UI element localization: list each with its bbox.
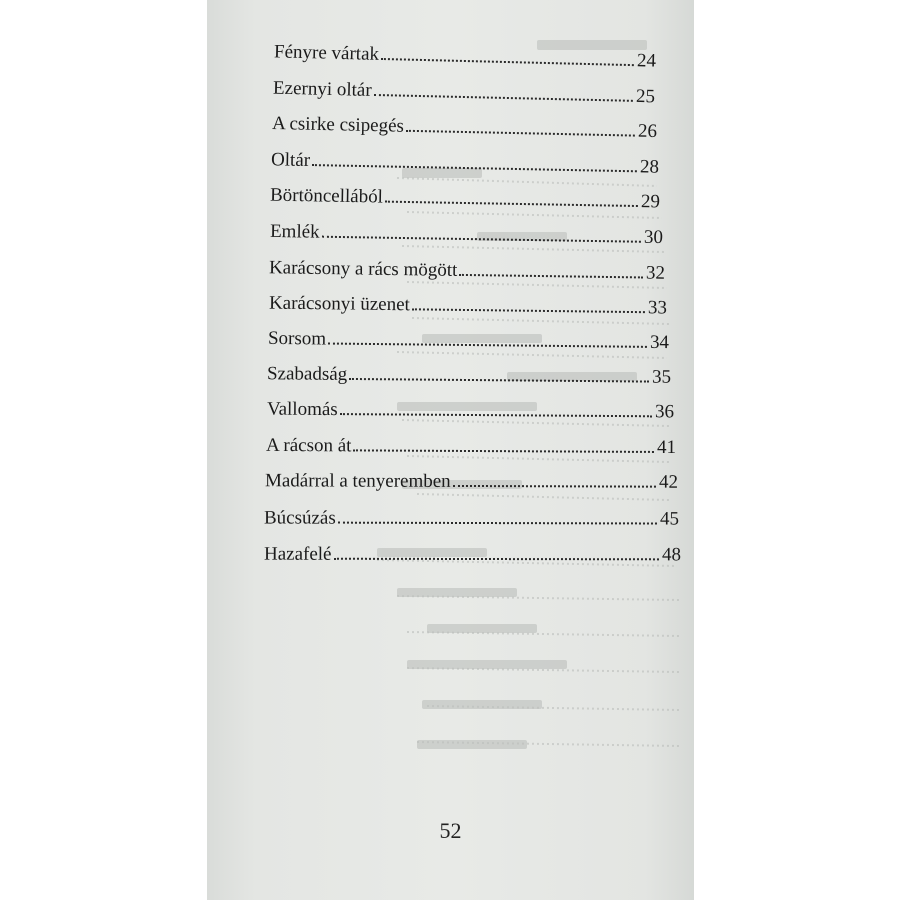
- page-number: 52: [439, 818, 462, 843]
- toc-entry: [272, 113, 657, 143]
- toc-entry: [265, 470, 678, 493]
- toc-dot-leader: [340, 413, 652, 417]
- toc-entry: [273, 78, 655, 109]
- toc-dot-leader: [381, 58, 634, 66]
- toc-dot-leader: [338, 522, 657, 525]
- toc-entry-title: Búcsúzás: [263, 507, 336, 529]
- toc-entry-title: Sorsom: [267, 327, 327, 350]
- toc-entry-page: 30: [643, 226, 664, 249]
- toc-entry-title: Emlék: [269, 220, 320, 243]
- toc-entry-page: 28: [639, 156, 660, 178]
- toc-dot-leader: [459, 274, 643, 279]
- toc-entry-title: A rácson át: [265, 434, 352, 457]
- toc-entry: [268, 328, 669, 354]
- toc-dot-leader: [374, 94, 633, 102]
- toc-dot-leader: [453, 485, 656, 488]
- toc-entry-title: Oltár: [270, 149, 311, 172]
- toc-entry-title: Szabadság: [266, 363, 348, 385]
- toc-dot-leader: [353, 449, 654, 453]
- toc-entry-page: 26: [637, 120, 658, 143]
- toc-entry-page: 36: [654, 401, 675, 423]
- toc-entry-page: 42: [658, 471, 679, 493]
- toc-entry-page: 45: [659, 508, 680, 530]
- toc-entry-page: 25: [635, 85, 656, 108]
- toc-entry-title: Vallomás: [266, 398, 338, 421]
- toc-entry: [264, 507, 679, 530]
- toc-dot-leader: [385, 201, 638, 207]
- toc-entry-title: Karácsonyi üzenet: [268, 292, 410, 316]
- toc-entry-title: Madárral a tenyeremben: [264, 470, 451, 492]
- toc-entry-title: A csirke csipegés: [271, 112, 405, 137]
- toc-entry: [267, 363, 671, 389]
- toc-entry: [270, 185, 660, 214]
- toc-entry: [271, 149, 659, 178]
- toc-dot-leader: [312, 164, 637, 172]
- toc-dot-leader: [333, 558, 659, 561]
- toc-entry: [269, 293, 667, 320]
- toc-entry-page: 32: [645, 262, 666, 284]
- toc-entry-title: Hazafelé: [263, 543, 332, 565]
- toc-entry-page: 48: [661, 544, 682, 566]
- toc-entry-page: 34: [649, 331, 670, 354]
- toc-entry: [274, 41, 656, 72]
- toc-entry-title: Fényre vártak: [273, 41, 380, 65]
- toc-entry-title: Ezernyi oltár: [272, 77, 372, 101]
- toc-entry: [266, 435, 676, 459]
- toc-entry-page: 24: [636, 50, 657, 72]
- book-page: [207, 0, 694, 900]
- toc-entry: [264, 544, 681, 567]
- toc-dot-leader: [412, 308, 645, 313]
- table-of-contents: [207, 0, 694, 900]
- toc-entry: [270, 221, 663, 249]
- toc-dot-leader: [349, 378, 649, 383]
- toc-entry: [267, 399, 674, 424]
- toc-dot-leader: [328, 343, 647, 348]
- toc-entry-page: 29: [640, 191, 661, 213]
- toc-entry-page: 35: [651, 366, 672, 388]
- toc-entry: [269, 257, 665, 285]
- toc-dot-leader: [406, 130, 635, 137]
- toc-entry-title: Börtöncellából: [269, 184, 384, 208]
- toc-entry-page: 41: [656, 436, 677, 459]
- toc-dot-leader: [322, 236, 641, 243]
- toc-entry-title: Karácsony a rács mögött: [268, 257, 458, 281]
- toc-entry-page: 33: [647, 297, 668, 319]
